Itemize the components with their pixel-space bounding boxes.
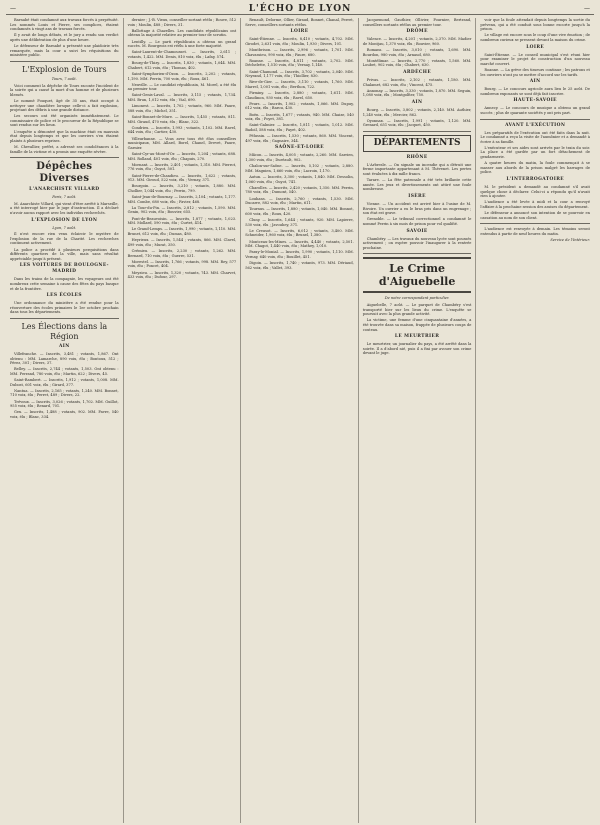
- subheading: AVANT L'EXÉCUTION: [505, 122, 566, 128]
- article-paragraph: Romans. — Inscrits, 3,010 ; votants, 1,690. MM. Bourdon, 980 voix, élu ; Arnaud, 680.: [362, 47, 472, 57]
- article-paragraph: Bourg. — Inscrits, 3,802 ; votants, 2,140. MM. Authier, 1,240 voix, élu ; Mercier, 862.: [362, 107, 472, 117]
- article-paragraph: Voici comment la dépêche de Tours raconte l'incident de la soirée qui a causé la mort d'un homme et de plusieurs blessés.: [10, 83, 119, 97]
- article-paragraph: Aiguebelle, 7 août. — Le parquet de Chambéry s'est transporté hier sur les lieux du crime. L'enquête se poursuit avec la plus grande activité.: [362, 302, 472, 317]
- column-divider: [480, 223, 590, 224]
- subheading: LE MEURTRIER: [394, 334, 440, 340]
- article-paragraph: Saint-Étienne. — Inscrits, 8,410 ; votants, 4,702. MM. Girodet, 2,631 voix, élu ; Moulin, 1,930 ; Divers, 101.: [245, 37, 354, 46]
- article-paragraph: Mâcon. — Inscrits, 4,005 ; votants, 2,260. MM. Sarrien, 1,300 voix, élu ; Duréault, 902.: [245, 153, 354, 162]
- article-paragraph: Mornant. — Inscrits, 2,401 ; votants, 1,310. MM. Pierrot, 776 voix, élu ; Guyot, 501.: [127, 162, 237, 172]
- article-paragraph: Saint-Rambert. — Inscrits, 1,912 ; votants, 1,008. MM. Dubost, 601 voix, élu ; Girard, 377.: [10, 378, 119, 387]
- column-divider: [10, 157, 119, 158]
- article-headline: L'Explosion de Tours: [22, 64, 107, 74]
- column-4: [359, 18, 477, 823]
- article-paragraph: Crémieu. — Inscrits, 2,230 ; votants, 1,262. MM. Bernard, 710 voix, élu ; Guerre, 531.: [127, 249, 237, 258]
- article-paragraph: Lentilly. — Le parti républicain a obtenu un grand succès. M. Bourgeois est réélu à une forte majorité.: [127, 39, 237, 49]
- section-banner: DÉPARTEMENTS: [363, 135, 472, 152]
- article-paragraph: dernier ; J.-B. Vieux, conseiller sortant réélu ; Rouve, 512 voix ; Moulin, 488 ; Divers, 31.: [127, 18, 237, 27]
- subheading: L'INTERROGATOIRE: [506, 177, 565, 183]
- article-paragraph: Une ordonnance du ministère a été rendue pour la réouverture des écoles primaires le 1er octobre prochain dans tous les départements.: [10, 301, 119, 315]
- column-3: [241, 18, 359, 823]
- article-paragraph: L'Arbresle. — On signale un incendie qui a détruit une ferme importante appartenant à M. Thévenet. Les pertes sont évaluées à dix mille francs.: [362, 162, 472, 177]
- article-paragraph: Montceau-les-Mines. — Inscrits, 4,440 ; votants, 2,501. MM. Chagot, 1,440 voix, élu ; Mathey, 1,010.: [245, 239, 354, 249]
- columns: [6, 18, 594, 823]
- article-paragraph: Renault, Delorme, Ollier, Giraud, Bonnet, Chanal, Perret, Serve, conseillers sortants réélus.: [245, 18, 354, 27]
- subheading: L'EXPLOSION DE LYON: [31, 217, 98, 223]
- article-paragraph: Montélimar. — Inscrits, 2,770 ; votants, 1,560. MM. Loubet, 902 voix, élu ; Chabert, 630.: [362, 58, 472, 68]
- article-paragraph: Saint-Pierre-de-Chandieu. — Inscrits, 1,622 ; votants, 913. MM. Giroud, 522 voix, élu ; Vernay, 371.: [127, 173, 237, 183]
- article-paragraph: Il y avait de longs débats, et le jury a rendu son verdict après une délibération de plus d'une heure.: [10, 33, 119, 42]
- article-paragraph: Grenoble. — Le tribunal correctionnel a condamné le nommé Perrin à six mois de prison pour vol qualifié.: [362, 217, 472, 226]
- article-paragraph: Saint-Symphorien-d'Ozon. — Inscrits, 2,202 ; votants, 1,190. MM. Perrin, 700 voix, élu ; Roux, 461.: [127, 71, 237, 81]
- signature: Service de l'Intérieur.: [550, 238, 590, 243]
- article-paragraph: Saint-Galmier. — Inscrits, 1,811 ; votants, 1,012. MM. Badoil, 588 voix, élu ; Fayet, 402.: [245, 123, 354, 133]
- subheading: AIN: [411, 99, 423, 105]
- article-paragraph: Roanne. — La grève des tisseurs continue ; les patrons et les ouvriers n'ont pu se mettre d'accord sur les tarifs.: [480, 67, 590, 77]
- article-paragraph: Saint-Chamond. — Inscrits, 3,702 ; votants, 2,040. MM. Neyrand, 1,177 voix, élu ; Thiollier, 830.: [245, 69, 354, 79]
- article-paragraph: Montbrison. — Inscrits, 2,996 ; votants, 1,701. MM. Chavassieu, 990 voix, élu ; Faure, 680.: [245, 47, 354, 57]
- masthead-ornament-right: —: [584, 5, 590, 12]
- article-headline: Les Élections dans la Région: [21, 321, 108, 341]
- article-paragraph: Gex. — Inscrits, 1,488 ; votants, 902. MM. Favre, 540 voix, élu ; Blanc, 334.: [10, 410, 119, 419]
- article-paragraph: Chalon-sur-Saône. — Inscrits, 5,102 ; votants, 2,880. MM. Magnien, 1,660 voix, élu ; Lacroix, 1,170.: [245, 164, 354, 173]
- article-paragraph: Le défenseur de Barnabé a présenté une plaidoirie très remarquée, mais la cour a suivi les réquisitions du ministère public.: [10, 44, 119, 58]
- article-paragraph: Villeurbanne. — Vous avez tous été élus conseillers municipaux, MM. Allard, Borel, Chanel, Drevet, Faure, Garnier.: [127, 136, 237, 150]
- article-paragraph: Privas. — Inscrits, 2,102 ; votants, 1,180. MM. Chalamet, 682 voix, élu ; Vincent, 475.: [362, 77, 472, 87]
- article-paragraph: Digoin. — Inscrits, 1,740 ; votants, 973. MM. Dériaud, 562 voix, élu ; Vallet, 393.: [245, 261, 354, 270]
- article-paragraph: Bourg. — Le concours agricole aura lieu le 25 août. De nombreux exposants se sont déjà fait inscrire.: [480, 87, 590, 96]
- article-paragraph: Les préparatifs de l'exécution ont été faits dans la nuit. Le condamné a reçu la visite de l'aumônier et a demandé à écrire à sa famille.: [480, 130, 590, 144]
- subheading: SAÔNE-ET-LOIRE: [275, 145, 324, 151]
- article-paragraph: Villefranche. — Inscrits, 3,481 ; votants, 1,867. Ont obtenu : MM. Lamarche, 890 voix, élu ; Bontoux, 512 ; Pérez, 301 ; Divers, 37.: [10, 351, 119, 366]
- subheading: ARDÈCHE: [403, 69, 432, 75]
- article-paragraph: Louhans. — Inscrits, 2,760 ; votants, 1,530. MM. Ducarre, 882 voix, élu ; Martin, 611.: [245, 196, 354, 206]
- article-paragraph: L'audience est renvoyée à demain. Les témoins seront entendus à partir de neuf heures du matin.: [480, 227, 590, 236]
- article-paragraph: Belley. — Inscrits, 2,744 ; votants, 1,503. Ont obtenu : MM. Ferrand, 780 voix, élu ; Martin, 622 ; Divers, 45.: [10, 367, 119, 376]
- article-paragraph: Firminy. — Inscrits, 2,880 ; votants, 1,611. MM. Claudinon, 930 voix, élu ; Ravel, 650.: [245, 91, 354, 100]
- column-divider: [363, 253, 472, 254]
- article-paragraph: Charolles. — Inscrits, 2,420 ; votants, 1,350. MM. Perrin, 780 voix, élu ; Dumont, 540.: [245, 185, 354, 195]
- article-paragraph: Roanne. — Inscrits, 4,811 ; votants, 2,702. MM. Déchelette, 1,510 voix, élu ; Vernay, 1,140.: [245, 58, 354, 68]
- article-paragraph: Neuville. — Le candidat républicain, M. Morel, a été élu au premier tour.: [127, 82, 237, 92]
- article-paragraph: Chambéry. — Les travaux du nouveau lycée sont poussés activement ; on espère pouvoir l'inaugurer à la rentrée prochaine.: [362, 236, 472, 250]
- subheading: LOIRE: [526, 44, 545, 50]
- article-paragraph: Le meurtrier, un journalier du pays, a été arrêté dans la soirée. Il a d'abord nié, puis il a fini par avouer son crime devant le juge.: [362, 342, 472, 356]
- article-paragraph: Heyrieux. — Inscrits, 1,544 ; votants, 866. MM. Clavel, 499 voix, élu ; Murat, 350.: [127, 238, 237, 247]
- article-paragraph: Le village est encore sous le coup d'une vive émotion ; de nombreux curieux se pressent devant la maison du crime.: [480, 33, 590, 42]
- subheading: AIN: [529, 79, 541, 85]
- column-5: [476, 18, 594, 823]
- article-paragraph: Saint-Jean-de-Bournay. — Inscrits, 2,104 ; votants, 1,177. MM. Combe, 680 voix, élu ; Favier, 468.: [127, 195, 237, 204]
- subheading: LES ÉCOLES: [46, 293, 82, 299]
- article-paragraph: Bourgoin. — Inscrits, 3,210 ; votants, 1,880. MM. Chollier, 1,044 voix, élu ; Perrin, 799.: [127, 184, 237, 193]
- article-paragraph: Saint-Laurent-de-Chamousset. — Inscrits, 2,611 ; votants, 1,422. MM. Denis, 810 voix, élu ; Lafay, 574.: [127, 50, 237, 59]
- dateline: De notre correspondant particulier.: [384, 296, 450, 301]
- article-paragraph: Pont-de-Beauvoisin. — Inscrits, 1,877 ; votants, 1,023. MM. Mollard, 590 voix, élu ; Curtet, 414.: [127, 216, 237, 226]
- article-paragraph: Rive-de-Gier. — Inscrits, 3,110 ; votants, 1,760. MM. Marrel, 1,001 voix, élu ; Berthon, 722.: [245, 80, 354, 89]
- article-paragraph: La police a procédé à plusieurs perquisitions dans différents quartiers de la ville, mais sans résultat appréciable jusqu'à présent.: [10, 247, 119, 261]
- article-paragraph: L'exécuteur et ses aides sont arrivés par le train du soir. La place a été gardée par un fort détachement de gendarmerie.: [480, 145, 590, 160]
- subheading: LOIRE: [290, 29, 309, 35]
- subheading: HAUTE-SAVOIE: [513, 98, 557, 104]
- column-1: [6, 18, 124, 823]
- article-paragraph: Saint-Genis-Laval. — Inscrits, 3,115 ; votants, 1,734. MM. Brun, 1,012 voix, élu ; Vial, 690.: [127, 93, 237, 103]
- masthead-ornament-left: —: [10, 5, 16, 12]
- article-paragraph: Bourg-de-Thizy. — Inscrits, 1,830 ; votants, 1,044. MM. Chabert, 612 voix, élu ; Thomas, 402.: [127, 61, 237, 70]
- section-headline: Dépêches Diverses: [36, 161, 93, 185]
- article-paragraph: L'enquête a démontré que la machine était en mauvais état depuis longtemps et que les ouvriers s'en étaient plaints à plusieurs reprises.: [10, 129, 119, 143]
- column-divider: [10, 61, 119, 62]
- article-paragraph: Saint-Cyr-au-Mont-d'Or. — Inscrits, 1,204 ; votants, 688. MM. Rolland, 401 voix, élu ; Chapuis, 270.: [127, 151, 237, 161]
- article-paragraph: Pélussin. — Inscrits, 1,530 ; votants, 860. MM. Vincent, 497 voix, élu ; Gagnaire, 344.: [245, 134, 354, 143]
- article-paragraph: Limonest. — Inscrits, 1,702 ; votants, 960. MM. Faure, 588 voix, élu ; Michel, 351.: [127, 104, 237, 113]
- article-paragraph: Boën. — Inscrits, 1,677 ; votants, 940. MM. Chaize, 540 voix, élu ; Poyet, 381.: [245, 112, 354, 122]
- article-paragraph: Il n'est encore rien venu éclaircir le mystère de l'explosion de la rue de la Charité. Les recherches continuent activement.: [10, 232, 119, 246]
- article-paragraph: La Tour-du-Pin. — Inscrits, 2,812 ; votants, 1,590. MM. Genin, 902 voix, élu ; Bouvier, 655.: [127, 205, 237, 215]
- article-paragraph: Autun. — Inscrits, 3,300 ; votants, 1,840. MM. Dessolin, 1,060 voix, élu ; Guyot, 741.: [245, 174, 354, 184]
- article-paragraph: Condrieu. — Inscrits, 1,993 ; votants, 1,102. MM. Ravel, 644 voix, élu ; Cartier, 430.: [127, 125, 237, 135]
- article-paragraph: Cluny. — Inscrits, 1,644 ; votants, 920. MM. Lapierre, 530 voix, élu ; Javouhey, 371.: [245, 218, 354, 227]
- subheading: SAVOIE: [406, 228, 428, 234]
- article-paragraph: A quatre heures du matin, la foule commençait à se masser aux abords de la prison malgré les barrages de police.: [480, 161, 590, 175]
- article-paragraph: Oyonnax. — Inscrits, 1,991 ; votants, 1,120. MM. Grenard, 651 voix, élu ; Jacquet, 450.: [362, 118, 472, 128]
- article-paragraph: Le Grand-Lemps. — Inscrits, 1,990 ; votants, 1,110. MM. Brunet, 612 voix, élu ; Dumas, 480.: [127, 227, 237, 237]
- article-paragraph: Tournus. — Inscrits, 1,880 ; votants, 1,040. MM. Bonnot, 600 voix, élu ; Roux, 420.: [245, 207, 354, 216]
- article-paragraph: Dans les trains de la compagnie, les voyageurs ont été nombreux cette semaine à cause des fêtes du pays basque et de la frontière.: [10, 277, 119, 291]
- article-paragraph: Valence. — Inscrits, 4,201 ; votants, 2,370. MM. Madier de Montjau, 1,370 voix, élu ; Bouvier, 960.: [362, 37, 472, 46]
- article-paragraph: Jacquemond, Gauthier, Ollivier, Fournier, Bertrand, conseillers sortants réélus au premier tour.: [362, 18, 472, 27]
- article-paragraph: Tarare. — La fête patronale a été très brillante cette année. Les jeux et divertissements ont attiré une foule nombreuse.: [362, 178, 472, 192]
- subheading: AIN: [58, 343, 70, 349]
- article-banner: Le Crime d'Aiguebelle: [363, 257, 472, 293]
- article-paragraph: L'audience a été levée à midi et la cour a renvoyé l'affaire à la prochaine session des assises du département.: [480, 200, 590, 209]
- article-paragraph: Morestel. — Inscrits, 1,766 ; votants, 998. MM. Rey, 577 voix, élu ; Poncet, 404.: [127, 259, 237, 269]
- article-paragraph: Barnabé était condamné aux travaux forcés à perpétuité. Les nommés Louis et Pierre, ses complices, étaient condamnés à vingt ans de travaux forcés.: [10, 18, 119, 32]
- dateline: Paris, 7 août.: [52, 195, 77, 200]
- article-paragraph: Ballottage à Chazelles. Les candidats républicains ont obtenu la majorité relative au premier tour de scrutin.: [127, 28, 237, 38]
- column-divider: [10, 318, 119, 319]
- article-paragraph: Annecy. — Le concours de musique a obtenu un grand succès ; plus de quarante sociétés y ont pris part.: [480, 106, 590, 115]
- article-paragraph: Paray-le-Monial. — Inscrits, 1,990 ; votants, 1,110. MM. Vernay, 640 voix, élu ; Bouillet, 451.: [245, 250, 354, 260]
- article-paragraph: Saint-Bonnet-de-Mure. — Inscrits, 1,455 ; votants, 811. MM. Giraud, 470 voix, élu ; Blanc, 322.: [127, 115, 237, 124]
- article-paragraph: M. Chevallier, préfet, a adressé ses condoléances à la famille de la victime et a promis une enquête sévère.: [10, 145, 119, 154]
- column-2: [124, 18, 242, 823]
- subheading: RHÔNE: [406, 154, 428, 160]
- article-paragraph: Meyzieu. — Inscrits, 1,320 ; votants, 743. MM. Charvet, 433 voix, élu ; Dufour, 297.: [127, 270, 237, 280]
- article-paragraph: Nantua. — Inscrits, 2,165 ; votants, 1,240. MM. Bonnet, 710 voix, élu ; Perret, 489 ; Divers, 22.: [10, 388, 119, 398]
- subheading: DRÔME: [406, 29, 428, 35]
- article-paragraph: M. le président a demandé au condamné s'il avait quelque chose à déclarer. Celui-ci a répondu qu'il n'avait rien à ajouter.: [480, 185, 590, 199]
- article-paragraph: La victime, une femme d'une cinquantaine d'années, a été trouvée dans sa maison, frappée de plusieurs coups de couteau.: [362, 318, 472, 332]
- article-paragraph: Trévoux. — Inscrits, 3,026 ; votants, 1,702. MM. Guillot, 955 voix, élu ; Renard, 701.: [10, 399, 119, 409]
- article-paragraph: voir que la foule attendait depuis longtemps la sortie du prévenu, qui a été conduit sous bonne escorte jusqu'à la prison.: [480, 18, 590, 32]
- article-paragraph: Feurs. — Inscrits, 1,902 ; votants, 1,066. MM. Dupuy, 612 voix, élu ; Barou, 430.: [245, 101, 354, 111]
- article-paragraph: Les secours ont été organisés immédiatement. Le commissaire de police et le procureur de la République se sont rendus sur les lieux.: [10, 114, 119, 128]
- article-paragraph: Annonay. — Inscrits, 3,330 ; votants, 1,870. MM. Seguin, 1,080 voix, élu ; Montgolfier, 750.: [362, 88, 472, 98]
- article-paragraph: Le Creusot. — Inscrits, 6,012 ; votants, 3,400. MM. Schneider, 1,960 voix, élu ; Brunel, 1,380.: [245, 228, 354, 238]
- dateline: Tours, 7 août.: [51, 76, 77, 81]
- column-divider: [363, 131, 472, 132]
- article-paragraph: M. Anarchiste Villard, qui vient d'être arrêté à Marseille, a été interrogé hier par le juge d'instruction. Il a déclaré n'avoir aucun rapport avec les individus recherchés.: [10, 201, 119, 215]
- article-paragraph: Saint-Étienne. — Le conseil municipal s'est réuni hier pour examiner le projet de construction d'un nouveau marché couvert.: [480, 52, 590, 66]
- masthead-title: L'ÉCHO DE LYON: [248, 3, 352, 14]
- article-paragraph: Le défenseur a annoncé son intention de se pourvoir en cassation au nom de son client.: [480, 211, 590, 220]
- article-paragraph: Le nommé Fouquet, âgé de 35 ans, était occupé à nettoyer une chaudière lorsque celle-ci a fait explosion, projetant des débris à une grande distance.: [10, 98, 119, 113]
- subheading: ISÈRE: [408, 194, 426, 200]
- subheading: L'ANARCHISTE VILLARD: [29, 187, 100, 193]
- article-paragraph: Vienne. — Un accident est arrivé hier à l'usine de M. Rivoire. Un ouvrier a eu le bras pris dans un engrenage ; son état est grave.: [362, 202, 472, 216]
- subheading: LES VOITURES DE BOULOGNE-MADRID: [19, 263, 109, 275]
- dateline: Lyon, 7 août.: [52, 225, 77, 230]
- column-divider: [480, 119, 590, 120]
- masthead: [6, 3, 594, 15]
